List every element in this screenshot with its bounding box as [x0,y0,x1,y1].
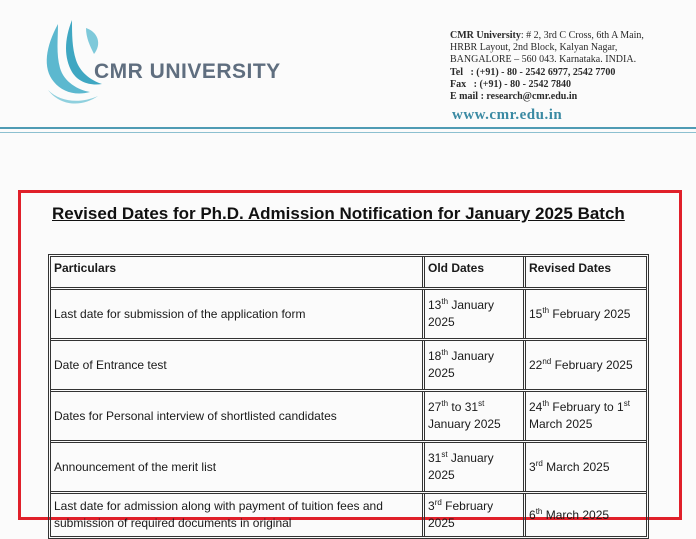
header-revised-dates: Revised Dates [529,261,612,275]
header-old-dates: Old Dates [425,257,526,287]
cell-particular: Date of Entrance test [51,341,425,389]
header-particulars: Particulars [51,257,425,287]
cell-particular: Last date for admission along with payment of tuition fees and submission of required documents in original [51,494,425,536]
cell-particular: Dates for Personal interview of shortlisted candidates [51,392,425,440]
letterhead-rule [0,127,696,129]
cell-particular: Last date for submission of the application form [51,290,425,338]
date-text: 15th February 2025 [529,305,631,321]
table-row [51,287,646,338]
date-text: 13th January 2025 [428,297,495,329]
date-text: 6th March 2025 [529,506,610,522]
table-row [51,491,646,536]
cell-old-date [425,392,526,440]
cell-old-date [425,443,526,491]
cell-old-date [425,290,526,338]
table-row [51,338,646,389]
email-line: E mail : research@cmr.edu.in [450,91,578,103]
cell-old-date [425,341,526,389]
date-text: 3rd March 2025 [529,458,610,474]
table-header-row [51,257,646,287]
address-line: BANGALORE – 560 043. Karnataka. INDIA. [450,54,637,66]
cell-revised-date [526,341,646,389]
fax-line: Fax : (+91) - 80 - 2542 7840 [450,78,571,90]
cell-revised-date [526,392,646,440]
address-block [450,30,690,103]
website-link[interactable]: www.cmr.edu.in [452,107,563,123]
revised-dates-table [48,254,649,539]
letterhead-rule-thin [0,132,696,133]
date-text: 24th February to 1st March 2025 [529,399,630,431]
date-text: 22nd February 2025 [529,356,633,372]
date-text: 18th January 2025 [428,348,495,380]
cell-particular: Announcement of the merit list [51,443,425,491]
address-line: CMR University: # 2, 3rd C Cross, 6th A Main, [450,30,644,41]
date-text: 31st January 2025 [428,450,494,482]
cell-revised-date [526,443,646,491]
cell-revised-date [526,494,646,536]
university-name: CMR UNIVERSITY [94,60,281,83]
date-text: 3rd February 2025 [428,498,494,530]
cell-revised-date [526,290,646,338]
table-row [51,440,646,491]
address-line: HRBR Layout, 2nd Block, Kalyan Nagar, [450,42,618,54]
table-row [51,389,646,440]
notice-title: Revised Dates for Ph.D. Admission Notification for January 2025 Batch [52,204,625,223]
phone-line: Tel : (+91) - 80 - 2542 6977, 2542 7700 [450,66,616,78]
cell-old-date [425,494,526,536]
date-text: 27th to 31st January 2025 [428,399,501,431]
